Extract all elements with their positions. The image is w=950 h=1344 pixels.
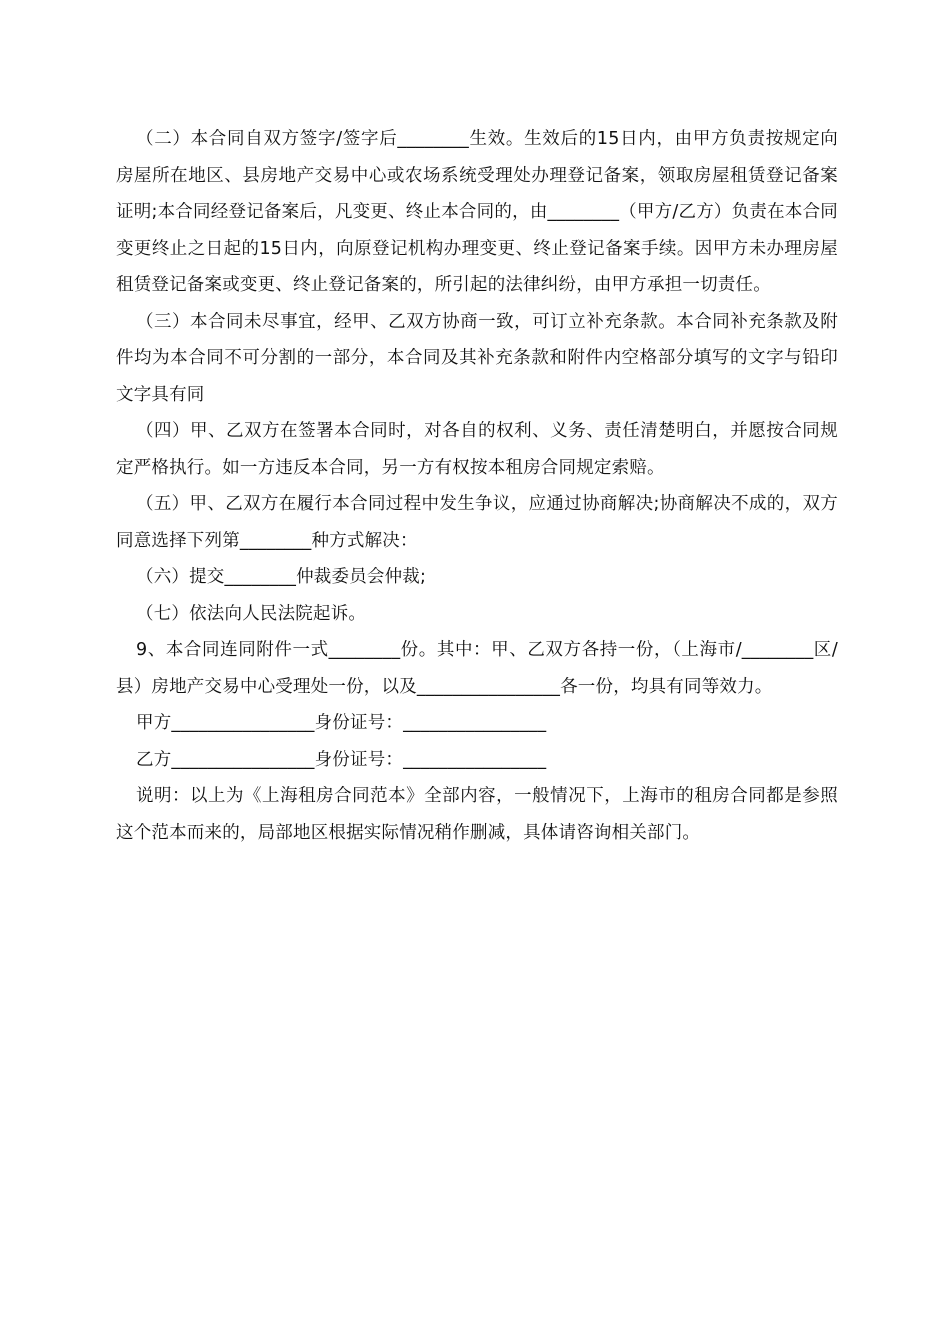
clause-6-paragraph: （六）提交________仲裁委员会仲裁; (136, 567, 427, 587)
article-9-paragraph: 9、本合同连同附件一式________份。其中：甲、乙双方各持一份，（上海市/________区/县）房地产交易中心受理处一份，以及________________各一份，均具有同等效力。 (116, 640, 838, 697)
clause-3-paragraph: （三）本合同未尽事宜，经甲、乙双方协商一致，可订立补充条款。本合同补充条款及附件均为本合同不可分割的一部分，本合同及其补充条款和附件内空格部分填写的文字与铅印文字具有同 (116, 311, 838, 405)
party-a-signature-line: 甲方________________身份证号：________________ (136, 713, 547, 733)
note-paragraph: 说明：以上为《上海租房合同范本》全部内容，一般情况下，上海市的租房合同都是参照这个范本而来的，局部地区根据实际情况稍作删减，具体请咨询相关部门。 (116, 786, 838, 843)
party-b-signature-line: 乙方________________身份证号：________________ (136, 749, 547, 770)
document-body (116, 121, 838, 851)
clause-2-paragraph: （二）本合同自双方签字/签字后________生效。生效后的15日内，由甲方负责按规定向房屋所在地区、县房地产交易中心或农场系统受理处办理登记备案，领取房屋租赁登记备案证明;本合同经登记备案后，凡变更、终止本合同的，由________（甲方/乙方）负责在本合同变更终止之日起的15日内，向原登记机构办理变更、终止登记备案手续。因甲方未办理房屋租赁登记备案或变更、终止登记备案的，所引起的法律纠纷，由甲方承担一切责任。 (116, 129, 838, 295)
clause-7-paragraph: （七）依法向人民法院起诉。 (136, 603, 367, 624)
clause-5-paragraph: （五）甲、乙双方在履行本合同过程中发生争议，应通过协商解决;协商解决不成的，双方同意选择下列第________种方式解决： (116, 494, 838, 551)
clause-4-paragraph: （四）甲、乙双方在签署本合同时，对各自的权利、义务、责任清楚明白，并愿按合同规定严格执行。如一方违反本合同，另一方有权按本租房合同规定索赔。 (116, 421, 838, 478)
